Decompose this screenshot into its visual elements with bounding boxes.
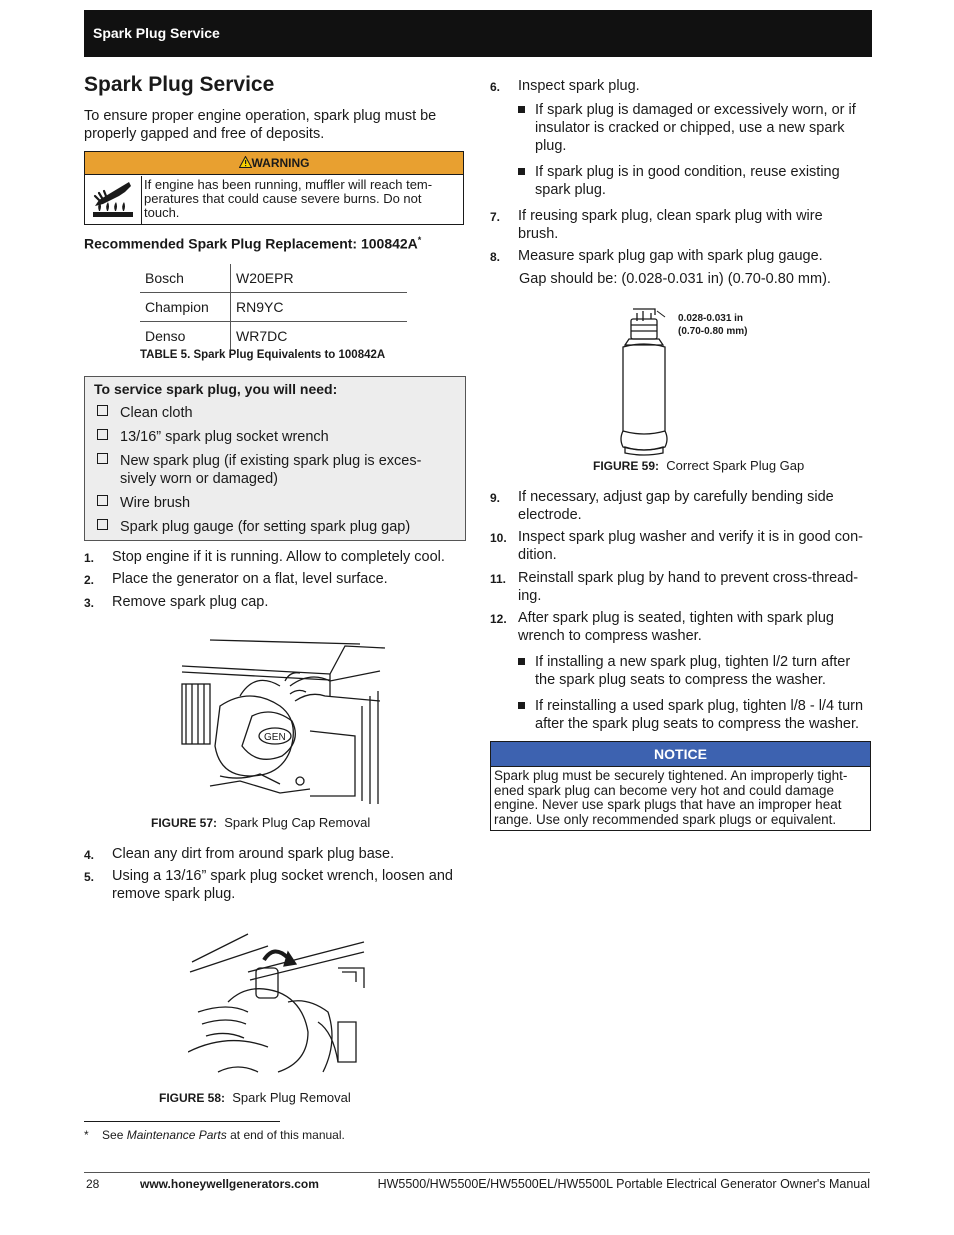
table-row <box>140 322 407 351</box>
spark-plug-equivalents-table <box>140 264 407 350</box>
bullet-icon <box>518 658 525 665</box>
svg-text:GEN: GEN <box>264 732 286 743</box>
recommended-footnote-mark: * <box>417 235 422 245</box>
step-9: 9. If necessary, adjust gap by carefully bending side electrode. <box>490 489 834 523</box>
warning-triangle-icon <box>239 156 252 168</box>
gap-specification: Gap should be: (0.028-0.031 in) (0.70-0.80 mm). <box>519 271 831 287</box>
notice-box <box>490 741 871 831</box>
recommended-text: Recommended Spark Plug Replacement: 100842A <box>84 235 418 252</box>
spark-plug-removal-illustration <box>188 932 366 1080</box>
brand-cell: Denso <box>140 322 231 351</box>
step-2: 2. Place the generator on a flat, level surface. <box>84 571 388 587</box>
checkbox-icon <box>97 429 108 440</box>
bullet-icon <box>518 168 525 175</box>
step-3: 3. Remove spark plug cap. <box>84 594 269 610</box>
step-11: 11. Reinstall spark plug by hand to prevent cross-thread-ing. <box>490 570 859 604</box>
part-cell: W20EPR <box>231 264 408 293</box>
tools-needed-box <box>84 376 466 541</box>
header-bar <box>84 10 872 57</box>
step-7: 7. If reusing spark plug, clean spark plug with wire brush. <box>490 208 823 242</box>
step-10: 10. Inspect spark plug washer and verify it is in good con-dition. <box>490 529 863 563</box>
step-12: 12. After spark plug is seated, tighten with spark plug wrench to compress washer. <box>490 610 834 644</box>
notice-header: NOTICE <box>491 742 870 767</box>
checklist-item: Wire brush <box>97 494 442 512</box>
footer-rule <box>84 1172 870 1173</box>
warning-header <box>85 152 463 175</box>
figure-57-caption: FIGURE 57: Spark Plug Cap Removal <box>151 815 371 830</box>
tools-needed-title: To service spark plug, you will need: <box>94 381 338 397</box>
step-1: 1. Stop engine if it is running. Allow to completely cool. <box>84 549 445 565</box>
table-row <box>140 293 407 322</box>
warning-label: WARNING <box>251 156 310 170</box>
step-12-bullet: If reinstalling a used spark plug, tighten l/8 - l/4 turn after the spark plug seats to compress the washer. <box>518 697 870 735</box>
notice-text: Spark plug must be securely tightened. An improperly tight-ened spark plug can become very hot and could damage engine. Never use spark plugs that have an improper heat range. Use only recommended spark plugs or equivalent. <box>494 768 848 827</box>
header-title: Spark Plug Service <box>93 25 220 41</box>
section-title: Spark Plug Service <box>84 73 275 96</box>
checklist-item: Spark plug gauge (for setting spark plug gap) <box>97 518 442 536</box>
step-4: 4. Clean any dirt from around spark plug base. <box>84 846 395 862</box>
step-12-bullet: If installing a new spark plug, tighten l/2 turn after the spark plug seats to compress the washer. <box>518 653 870 691</box>
table-row <box>140 264 407 293</box>
checklist-item: 13/16” spark plug socket wrench <box>97 428 442 446</box>
bullet-icon <box>518 106 525 113</box>
manual-title: HW5500/HW5500E/HW5500EL/HW5500L Portable Electrical Generator Owner's Manual <box>377 1177 870 1191</box>
step-6-bullet: If spark plug is damaged or excessively worn, or if insulator is cracked or chipped, use a new spark plug. <box>518 101 870 157</box>
checklist-item: Clean cloth <box>97 404 442 422</box>
footnote-rule <box>84 1121 280 1122</box>
table-caption: TABLE 5. Spark Plug Equivalents to 100842A <box>140 349 386 361</box>
website-link[interactable]: www.honeywellgenerators.com <box>140 1177 319 1191</box>
warning-icon-cell <box>85 176 142 224</box>
hot-surface-burn-icon <box>85 176 141 224</box>
warning-box <box>84 151 464 225</box>
footnote: * See Maintenance Parts at end of this manual. <box>84 1128 345 1142</box>
checkbox-icon <box>97 453 108 464</box>
brand-cell: Champion <box>140 293 231 322</box>
spark-plug-cap-removal-illustration <box>180 636 390 806</box>
step-8: 8. Measure spark plug gap with spark plug gauge. <box>490 248 823 264</box>
step-5: 5. Using a 13/16” spark plug socket wrench, loosen and remove spark plug. <box>84 868 453 902</box>
checkbox-icon <box>97 405 108 416</box>
intro-text: To ensure proper engine operation, spark plug must be properly gapped and free of deposits. <box>84 108 437 142</box>
checkbox-icon <box>97 495 108 506</box>
part-cell: WR7DC <box>236 328 288 344</box>
recommended-replacement <box>84 235 421 252</box>
checkbox-icon <box>97 519 108 530</box>
figure-58-caption: FIGURE 58: Spark Plug Removal <box>159 1090 351 1105</box>
gap-label: 0.028-0.031 in (0.70-0.80 mm) <box>678 313 748 337</box>
step-6-bullet: If spark plug is in good condition, reuse existing spark plug. <box>518 163 870 201</box>
page-number: 28 <box>86 1177 100 1191</box>
checklist-item: New spark plug (if existing spark plug is exces-sively worn or damaged) <box>97 452 442 488</box>
brand-cell: Bosch <box>140 264 231 293</box>
spark-plug-gap-illustration <box>615 305 675 457</box>
step-6: 6. Inspect spark plug. <box>490 78 640 94</box>
warning-text: If engine has been running, muffler will reach tem-peratures that could cause severe burns. Do not touch. <box>144 177 433 220</box>
figure-59-caption: FIGURE 59: Correct Spark Plug Gap <box>593 458 805 473</box>
bullet-icon <box>518 702 525 709</box>
part-cell: RN9YC <box>231 293 408 322</box>
